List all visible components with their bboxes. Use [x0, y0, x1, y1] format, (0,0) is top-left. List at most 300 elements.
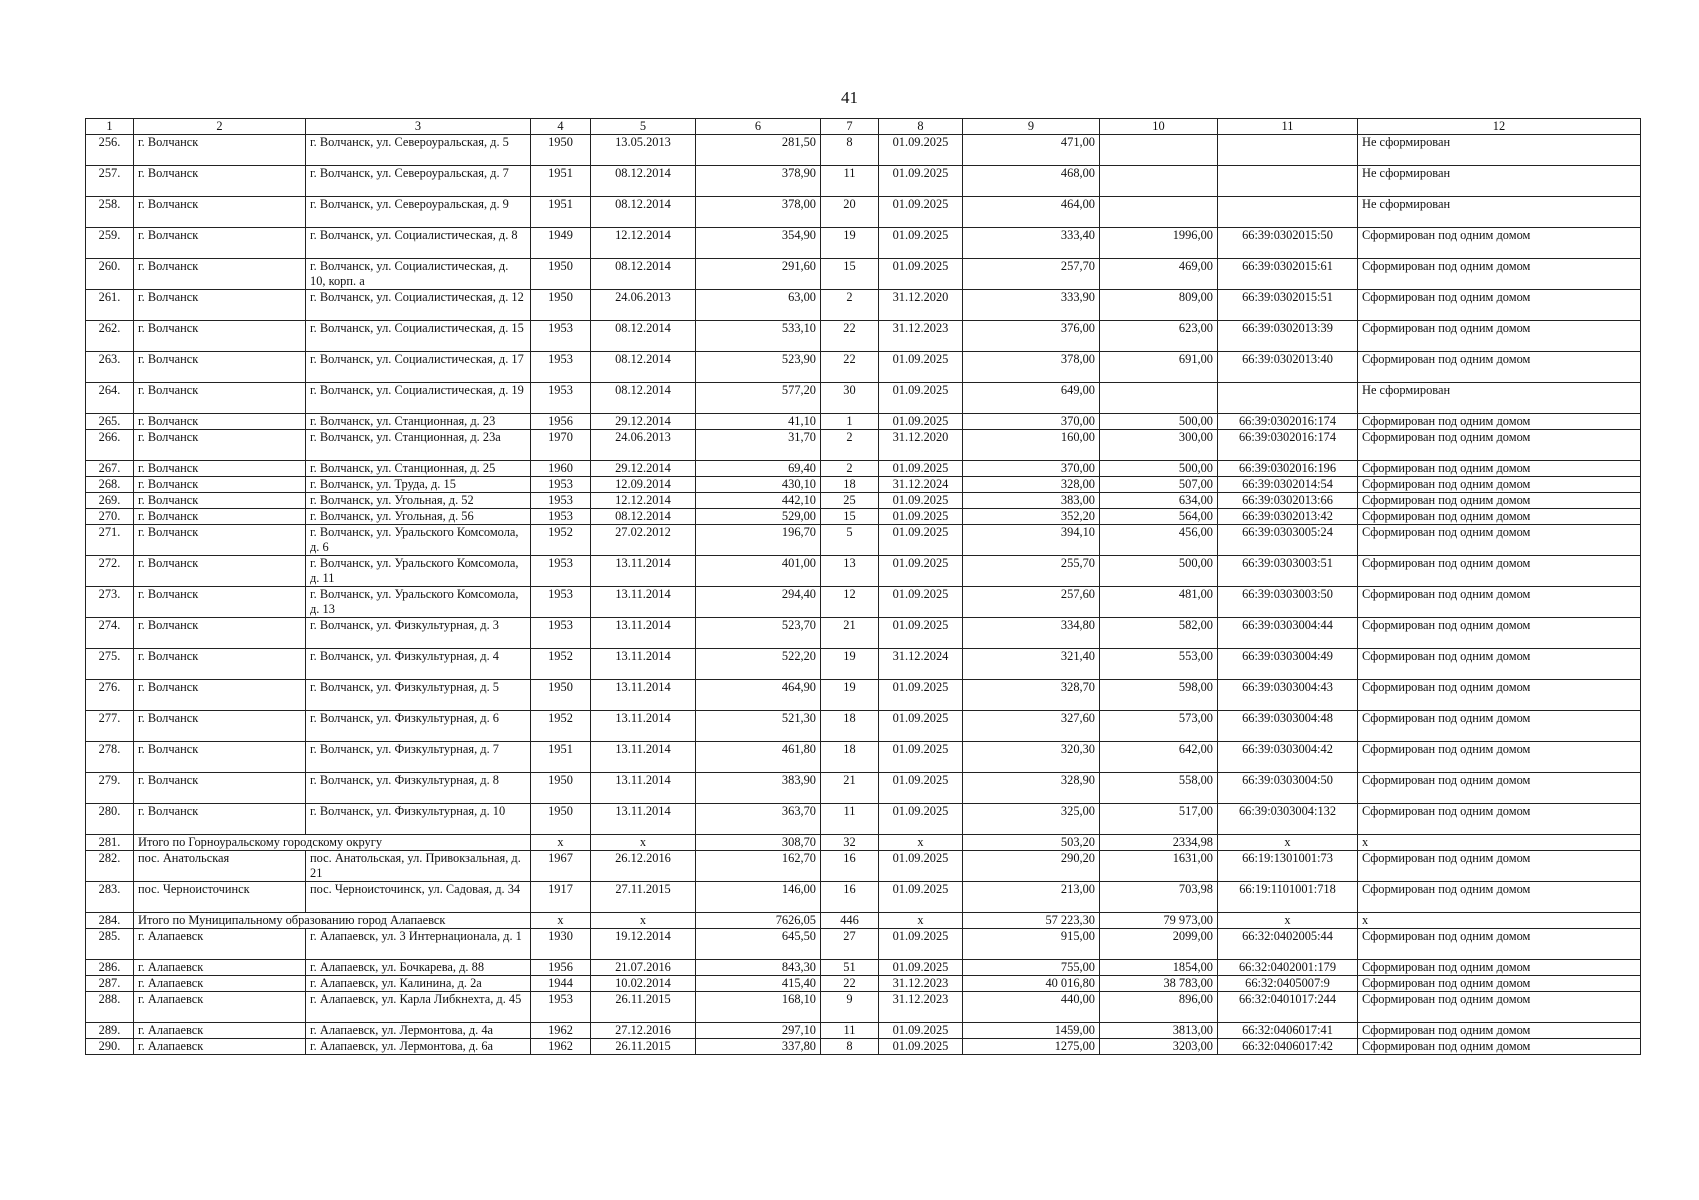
cadastral-number: 66:39:0302015:50 [1218, 228, 1358, 259]
land-area-value: 896,00 [1100, 992, 1218, 1023]
locality: пос. Черноисточинск [134, 882, 306, 913]
row-number: 264. [86, 383, 134, 414]
land-status: Сформирован под одним домом [1358, 461, 1641, 477]
locality: г. Волчанск [134, 556, 306, 587]
residents-count: 13 [821, 556, 879, 587]
housing-register-table [85, 118, 1641, 1055]
land-status: Сформирован под одним домом [1358, 430, 1641, 461]
build-year: 1950 [531, 259, 591, 290]
residents-count: 18 [821, 711, 879, 742]
deadline-date: 31.12.2023 [879, 992, 963, 1023]
area-value: 69,40 [696, 461, 821, 477]
area-value: 146,00 [696, 882, 821, 913]
land-status: Сформирован под одним домом [1358, 477, 1641, 493]
column-header: 6 [696, 119, 821, 135]
row-number: 266. [86, 430, 134, 461]
land-status: Сформирован под одним домом [1358, 773, 1641, 804]
deadline-date: 01.09.2025 [879, 804, 963, 835]
column-9-value: 352,20 [963, 509, 1100, 525]
column-9-value: 255,70 [963, 556, 1100, 587]
cadastral-number [1218, 383, 1358, 414]
land-area-value: 500,00 [1100, 414, 1218, 430]
cadastral-number: 66:39:0302013:66 [1218, 493, 1358, 509]
survey-date: 08.12.2014 [591, 321, 696, 352]
table-row [86, 1039, 1641, 1055]
build-year: 1952 [531, 649, 591, 680]
table-row [86, 135, 1641, 166]
column-9-value: 257,60 [963, 587, 1100, 618]
residents-count: 8 [821, 1039, 879, 1055]
residents-count: 8 [821, 135, 879, 166]
row-number: 267. [86, 461, 134, 477]
locality: г. Волчанск [134, 166, 306, 197]
area-value: 196,70 [696, 525, 821, 556]
deadline-date: 01.09.2025 [879, 929, 963, 960]
table-row [86, 228, 1641, 259]
survey-date: 13.11.2014 [591, 587, 696, 618]
survey-date: 29.12.2014 [591, 461, 696, 477]
address: г. Волчанск, ул. Труда, д. 15 [306, 477, 531, 493]
cadastral-number: 66:32:0402001:179 [1218, 960, 1358, 976]
build-year: 1953 [531, 477, 591, 493]
table-row [86, 882, 1641, 913]
area-value: 529,00 [696, 509, 821, 525]
area-value: 291,60 [696, 259, 821, 290]
column-9-value: 1275,00 [963, 1039, 1100, 1055]
area-value: 168,10 [696, 992, 821, 1023]
area-value: 415,40 [696, 976, 821, 992]
column-9-value: 290,20 [963, 851, 1100, 882]
residents-count: 5 [821, 525, 879, 556]
area-value: 401,00 [696, 556, 821, 587]
build-year: 1917 [531, 882, 591, 913]
row-number: 283. [86, 882, 134, 913]
build-year: 1950 [531, 290, 591, 321]
survey-date: 12.12.2014 [591, 228, 696, 259]
residents-count: 11 [821, 166, 879, 197]
land-area-value: 79 973,00 [1100, 913, 1218, 929]
survey-date: 13.11.2014 [591, 742, 696, 773]
cadastral-number: 66:39:0303004:44 [1218, 618, 1358, 649]
area-value: 533,10 [696, 321, 821, 352]
locality: г. Волчанск [134, 135, 306, 166]
deadline-date: 01.09.2025 [879, 556, 963, 587]
row-number: 274. [86, 618, 134, 649]
area-value: 430,10 [696, 477, 821, 493]
address: г. Волчанск, ул. Социалистическая, д. 19 [306, 383, 531, 414]
address: г. Волчанск, ул. Социалистическая, д. 17 [306, 352, 531, 383]
survey-date: 24.06.2013 [591, 430, 696, 461]
row-number: 276. [86, 680, 134, 711]
locality: г. Волчанск [134, 414, 306, 430]
area-value: 461,80 [696, 742, 821, 773]
land-status: Сформирован под одним домом [1358, 321, 1641, 352]
row-number: 280. [86, 804, 134, 835]
land-status: Сформирован под одним домом [1358, 711, 1641, 742]
column-header: 10 [1100, 119, 1218, 135]
residents-count: 2 [821, 461, 879, 477]
table-row [86, 509, 1641, 525]
address: г. Алапаевск, ул. Карла Либкнехта, д. 45 [306, 992, 531, 1023]
cadastral-number: 66:39:0302015:61 [1218, 259, 1358, 290]
build-year: 1962 [531, 1039, 591, 1055]
address: г. Волчанск, ул. Физкультурная, д. 6 [306, 711, 531, 742]
build-year: 1952 [531, 711, 591, 742]
land-status: Сформирован под одним домом [1358, 556, 1641, 587]
cadastral-number: 66:39:0302013:42 [1218, 509, 1358, 525]
land-status: Сформирован под одним домом [1358, 228, 1641, 259]
column-header: 5 [591, 119, 696, 135]
address: г. Волчанск, ул. Угольная, д. 56 [306, 509, 531, 525]
address: г. Волчанск, ул. Североуральская, д. 7 [306, 166, 531, 197]
build-year: 1953 [531, 587, 591, 618]
residents-count: 19 [821, 680, 879, 711]
deadline-date: 31.12.2024 [879, 477, 963, 493]
deadline-date: 01.09.2025 [879, 461, 963, 477]
column-9-value: 328,90 [963, 773, 1100, 804]
cadastral-number: 66:32:0401017:244 [1218, 992, 1358, 1023]
column-9-value: 440,00 [963, 992, 1100, 1023]
row-number: 281. [86, 835, 134, 851]
cadastral-number: 66:39:0302013:39 [1218, 321, 1358, 352]
build-year: 1956 [531, 414, 591, 430]
residents-count: 18 [821, 477, 879, 493]
deadline-date: 01.09.2025 [879, 773, 963, 804]
survey-date: 27.12.2016 [591, 1023, 696, 1039]
column-header: 1 [86, 119, 134, 135]
address: г. Волчанск, ул. Физкультурная, д. 4 [306, 649, 531, 680]
area-value: 281,50 [696, 135, 821, 166]
residents-count: 22 [821, 352, 879, 383]
area-value: 354,90 [696, 228, 821, 259]
deadline-date: 01.09.2025 [879, 352, 963, 383]
cadastral-number: 66:39:0303004:43 [1218, 680, 1358, 711]
row-number: 285. [86, 929, 134, 960]
table-row [86, 321, 1641, 352]
build-year: 1953 [531, 556, 591, 587]
locality: пос. Анатольская [134, 851, 306, 882]
land-area-value: 582,00 [1100, 618, 1218, 649]
residents-count: 1 [821, 414, 879, 430]
row-number: 269. [86, 493, 134, 509]
build-year: 1951 [531, 742, 591, 773]
area-value: 7626,05 [696, 913, 821, 929]
survey-date: 19.12.2014 [591, 929, 696, 960]
land-status: Сформирован под одним домом [1358, 960, 1641, 976]
survey-date: 08.12.2014 [591, 352, 696, 383]
cadastral-number: 66:39:0302016:174 [1218, 414, 1358, 430]
column-header: 4 [531, 119, 591, 135]
cadastral-number: 66:39:0303003:50 [1218, 587, 1358, 618]
locality: г. Алапаевск [134, 976, 306, 992]
build-year: 1953 [531, 493, 591, 509]
land-status: Сформирован под одним домом [1358, 352, 1641, 383]
address: г. Волчанск, ул. Физкультурная, д. 3 [306, 618, 531, 649]
land-area-value: 2334,98 [1100, 835, 1218, 851]
build-year: 1944 [531, 976, 591, 992]
land-status: Сформирован под одним домом [1358, 618, 1641, 649]
row-number: 258. [86, 197, 134, 228]
deadline-date: 01.09.2025 [879, 1023, 963, 1039]
address: г. Волчанск, ул. Угольная, д. 52 [306, 493, 531, 509]
locality: г. Волчанск [134, 321, 306, 352]
locality: г. Волчанск [134, 587, 306, 618]
land-area-value: 1996,00 [1100, 228, 1218, 259]
address: г. Волчанск, ул. Североуральская, д. 5 [306, 135, 531, 166]
survey-date: 13.11.2014 [591, 773, 696, 804]
land-status: Сформирован под одним домом [1358, 525, 1641, 556]
land-status: Не сформирован [1358, 383, 1641, 414]
build-year: 1950 [531, 135, 591, 166]
locality: г. Волчанск [134, 773, 306, 804]
build-year: 1960 [531, 461, 591, 477]
area-value: 162,70 [696, 851, 821, 882]
area-value: 383,90 [696, 773, 821, 804]
build-year: 1949 [531, 228, 591, 259]
table-row [86, 525, 1641, 556]
deadline-date: 01.09.2025 [879, 228, 963, 259]
survey-date: 13.11.2014 [591, 680, 696, 711]
residents-count: 32 [821, 835, 879, 851]
row-number: 263. [86, 352, 134, 383]
column-9-value: 755,00 [963, 960, 1100, 976]
residents-count: 11 [821, 804, 879, 835]
address: г. Волчанск, ул. Физкультурная, д. 5 [306, 680, 531, 711]
row-number: 273. [86, 587, 134, 618]
residents-count: 11 [821, 1023, 879, 1039]
survey-date: х [591, 835, 696, 851]
residents-count: 16 [821, 851, 879, 882]
row-number: 268. [86, 477, 134, 493]
area-value: 843,30 [696, 960, 821, 976]
residents-count: 12 [821, 587, 879, 618]
survey-date: 08.12.2014 [591, 509, 696, 525]
column-9-value: 503,20 [963, 835, 1100, 851]
column-9-value: 213,00 [963, 882, 1100, 913]
cadastral-number: 66:39:0302015:51 [1218, 290, 1358, 321]
locality: г. Волчанск [134, 509, 306, 525]
deadline-date: 01.09.2025 [879, 509, 963, 525]
land-area-value: 500,00 [1100, 556, 1218, 587]
residents-count: 21 [821, 618, 879, 649]
build-year: 1953 [531, 321, 591, 352]
column-9-value: 328,70 [963, 680, 1100, 711]
row-number: 261. [86, 290, 134, 321]
survey-date: 26.11.2015 [591, 992, 696, 1023]
column-header: 9 [963, 119, 1100, 135]
residents-count: 15 [821, 509, 879, 525]
column-9-value: 57 223,30 [963, 913, 1100, 929]
locality: г. Алапаевск [134, 1039, 306, 1055]
column-9-value: 915,00 [963, 929, 1100, 960]
address: г. Волчанск, ул. Социалистическая, д. 15 [306, 321, 531, 352]
land-area-value: 469,00 [1100, 259, 1218, 290]
row-number: 272. [86, 556, 134, 587]
land-status: Сформирован под одним домом [1358, 680, 1641, 711]
deadline-date: 01.09.2025 [879, 742, 963, 773]
row-number: 282. [86, 851, 134, 882]
cadastral-number: 66:32:0406017:42 [1218, 1039, 1358, 1055]
land-status: Сформирован под одним домом [1358, 992, 1641, 1023]
row-number: 286. [86, 960, 134, 976]
deadline-date: 01.09.2025 [879, 135, 963, 166]
column-9-value: 334,80 [963, 618, 1100, 649]
build-year: 1952 [531, 525, 591, 556]
area-value: 523,70 [696, 618, 821, 649]
row-number: 279. [86, 773, 134, 804]
address: г. Волчанск, ул. Уральского Комсомола, д. 6 [306, 525, 531, 556]
area-value: 577,20 [696, 383, 821, 414]
build-year: 1953 [531, 618, 591, 649]
row-number: 262. [86, 321, 134, 352]
table-row [86, 259, 1641, 290]
land-status: Не сформирован [1358, 135, 1641, 166]
land-area-value: 2099,00 [1100, 929, 1218, 960]
address: г. Волчанск, ул. Физкультурная, д. 8 [306, 773, 531, 804]
build-year: 1953 [531, 352, 591, 383]
land-area-value: 517,00 [1100, 804, 1218, 835]
column-header: 12 [1358, 119, 1641, 135]
area-value: 378,90 [696, 166, 821, 197]
column-9-value: 257,70 [963, 259, 1100, 290]
table-row [86, 960, 1641, 976]
address: г. Волчанск, ул. Уральского Комсомола, д. 13 [306, 587, 531, 618]
build-year: 1953 [531, 509, 591, 525]
survey-date: 13.11.2014 [591, 711, 696, 742]
table-row [86, 414, 1641, 430]
locality: г. Волчанск [134, 525, 306, 556]
deadline-date: х [879, 913, 963, 929]
row-number: 277. [86, 711, 134, 742]
survey-date: 26.11.2015 [591, 1039, 696, 1055]
address: г. Волчанск, ул. Станционная, д. 25 [306, 461, 531, 477]
address: г. Алапаевск, ул. Лермонтова, д. 6а [306, 1039, 531, 1055]
cadastral-number: 66:39:0302016:196 [1218, 461, 1358, 477]
land-area-value: 809,00 [1100, 290, 1218, 321]
row-number: 259. [86, 228, 134, 259]
table-row [86, 773, 1641, 804]
table-row [86, 976, 1641, 992]
locality: г. Волчанск [134, 649, 306, 680]
land-status: Сформирован под одним домом [1358, 742, 1641, 773]
land-area-value: 634,00 [1100, 493, 1218, 509]
column-header: 11 [1218, 119, 1358, 135]
land-area-value: 3813,00 [1100, 1023, 1218, 1039]
table-row [86, 461, 1641, 477]
survey-date: 13.11.2014 [591, 618, 696, 649]
survey-date: 24.06.2013 [591, 290, 696, 321]
table-row [86, 383, 1641, 414]
land-status: Сформирован под одним домом [1358, 509, 1641, 525]
land-status: Сформирован под одним домом [1358, 259, 1641, 290]
area-value: 523,90 [696, 352, 821, 383]
deadline-date: 31.12.2020 [879, 290, 963, 321]
survey-date: 21.07.2016 [591, 960, 696, 976]
table-row [86, 477, 1641, 493]
locality: г. Волчанск [134, 804, 306, 835]
address: г. Волчанск, ул. Уральского Комсомола, д. 11 [306, 556, 531, 587]
land-area-value [1100, 197, 1218, 228]
total-label: Итого по Муниципальному образованию город Алапаевск [134, 913, 531, 929]
column-9-value: 378,00 [963, 352, 1100, 383]
land-status: Сформирован под одним домом [1358, 587, 1641, 618]
table-row [86, 851, 1641, 882]
cadastral-number: 66:19:1101001:718 [1218, 882, 1358, 913]
residents-count: 51 [821, 960, 879, 976]
cadastral-number: 66:32:0402005:44 [1218, 929, 1358, 960]
residents-count: 18 [821, 742, 879, 773]
area-value: 378,00 [696, 197, 821, 228]
row-number: 257. [86, 166, 134, 197]
land-status: Сформирован под одним домом [1358, 1039, 1641, 1055]
cadastral-number: 66:32:0405007:9 [1218, 976, 1358, 992]
build-year: 1956 [531, 960, 591, 976]
address: пос. Анатольская, ул. Привокзальная, д. 21 [306, 851, 531, 882]
build-year: 1962 [531, 1023, 591, 1039]
deadline-date: 01.09.2025 [879, 166, 963, 197]
area-value: 308,70 [696, 835, 821, 851]
land-area-value: 38 783,00 [1100, 976, 1218, 992]
address: г. Волчанск, ул. Социалистическая, д. 8 [306, 228, 531, 259]
row-number: 275. [86, 649, 134, 680]
survey-date: 13.11.2014 [591, 804, 696, 835]
page-number: 41 [841, 88, 858, 107]
row-number: 271. [86, 525, 134, 556]
survey-date: 08.12.2014 [591, 197, 696, 228]
table-row [86, 711, 1641, 742]
column-9-value: 394,10 [963, 525, 1100, 556]
build-year: 1953 [531, 383, 591, 414]
address: г. Волчанск, ул. Североуральская, д. 9 [306, 197, 531, 228]
land-status: Сформирован под одним домом [1358, 290, 1641, 321]
column-9-value: 376,00 [963, 321, 1100, 352]
cadastral-number: 66:32:0406017:41 [1218, 1023, 1358, 1039]
build-year: 1950 [531, 680, 591, 711]
area-value: 464,90 [696, 680, 821, 711]
total-label: Итого по Горноуральскому городскому округу [134, 835, 531, 851]
survey-date: 12.12.2014 [591, 493, 696, 509]
cadastral-number: 66:39:0303005:24 [1218, 525, 1358, 556]
build-year: 1930 [531, 929, 591, 960]
cadastral-number: 66:39:0303004:49 [1218, 649, 1358, 680]
land-area-value [1100, 383, 1218, 414]
address: г. Алапаевск, ул. Бочкарева, д. 88 [306, 960, 531, 976]
survey-date: 27.11.2015 [591, 882, 696, 913]
land-area-value: 703,98 [1100, 882, 1218, 913]
deadline-date: 01.09.2025 [879, 525, 963, 556]
column-9-value: 333,40 [963, 228, 1100, 259]
address: г. Волчанск, ул. Станционная, д. 23а [306, 430, 531, 461]
table-row [86, 618, 1641, 649]
land-area-value: 481,00 [1100, 587, 1218, 618]
column-9-value: 370,00 [963, 461, 1100, 477]
land-area-value: 642,00 [1100, 742, 1218, 773]
column-header: 7 [821, 119, 879, 135]
residents-count: 30 [821, 383, 879, 414]
land-area-value: 573,00 [1100, 711, 1218, 742]
survey-date: 12.09.2014 [591, 477, 696, 493]
row-number: 287. [86, 976, 134, 992]
address: г. Волчанск, ул. Социалистическая, д. 10, корп. а [306, 259, 531, 290]
survey-date: 13.11.2014 [591, 556, 696, 587]
row-number: 256. [86, 135, 134, 166]
address: г. Алапаевск, ул. Калинина, д. 2а [306, 976, 531, 992]
column-header: 2 [134, 119, 306, 135]
locality: г. Волчанск [134, 352, 306, 383]
survey-date: 29.12.2014 [591, 414, 696, 430]
table-row [86, 587, 1641, 618]
locality: г. Волчанск [134, 197, 306, 228]
